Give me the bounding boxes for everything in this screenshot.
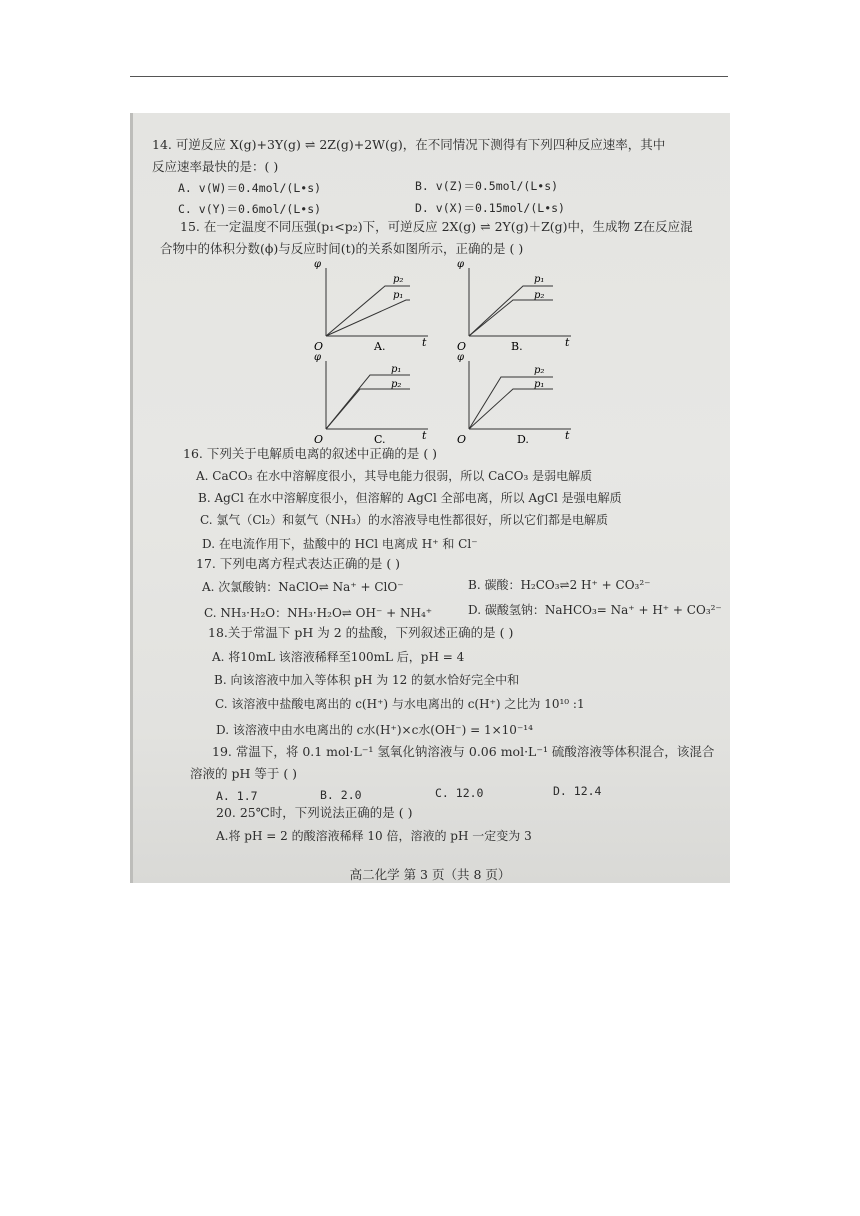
graph-c-plot: [310, 351, 440, 446]
q15-stem-line1: 15. 在一定温度不同压强(p₁<p₂)下，可逆反应 2X(g) ⇌ 2Y(g)＋Z(g)中，生成物 Z在反应混: [180, 219, 693, 234]
q19-stem-line1: 19. 常温下，将 0.1 mol·L⁻¹ 氢氧化钠溶液与 0.06 mol·L⁻¹ 硫酸溶液等体积混合，该混合: [212, 744, 715, 759]
graph-b-lower-label: p₂: [534, 290, 545, 301]
q14-option-d: D. v(X)＝0.15mol/(L•s): [415, 201, 565, 215]
q14-option-c: C. v(Y)＝0.6mol/(L•s): [178, 202, 322, 216]
graph-b-upper-label: p₁: [534, 274, 545, 285]
q14-stem-line1: 14. 可逆反应 X(g)+3Y(g) ⇌ 2Z(g)+2W(g)，在不同情况下测得有下列四种反应速率，其中: [152, 137, 666, 152]
q14-option-b: B. v(Z)＝0.5mol/(L•s): [415, 179, 559, 193]
graph-d-upper-label: p₂: [534, 365, 545, 376]
page-footer: 高二化学 第 3 页（共 8 页）: [349, 867, 511, 882]
graph-c-upper-label: p₁: [391, 364, 402, 375]
graph-d-lower-label: p₁: [534, 379, 545, 390]
graph-a: [310, 258, 440, 353]
graph-b-label: B.: [511, 340, 523, 353]
q18-option-a: A. 将10mL 该溶液稀释至100mL 后，pH = 4: [212, 650, 465, 664]
graph-d: [453, 351, 583, 446]
graph-a-plot: [310, 258, 440, 353]
q16-stem: 16. 下列关于电解质电离的叙述中正确的是 ( ): [183, 446, 438, 461]
q17-option-a: A. 次氯酸钠：NaClO⇌ Na⁺ + ClO⁻: [202, 580, 404, 594]
graph-d-y-axis: φ: [457, 352, 465, 363]
graph-b-x-axis: t: [565, 336, 570, 349]
graph-a-origin: O: [314, 340, 324, 353]
q19-option-b: B. 2.0: [320, 788, 362, 802]
graph-d-origin: O: [457, 433, 467, 446]
q17-option-d: D. 碳酸氢钠：NaHCO₃= Na⁺ + H⁺ + CO₃²⁻: [468, 603, 722, 617]
q18-option-b: B. 向该溶液中加入等体积 pH 为 12 的氨水恰好完全中和: [214, 673, 520, 687]
q17-stem: 17. 下列电离方程式表达正确的是 ( ): [196, 556, 401, 571]
graph-c-y-axis: φ: [314, 352, 322, 363]
q20-stem: 20. 25℃时，下列说法正确的是 ( ): [216, 805, 413, 820]
q16-option-b: B. AgCl 在水中溶解度很小，但溶解的 AgCl 全部电离，所以 AgCl 是强电解质: [198, 491, 622, 505]
graph-b: [453, 258, 583, 353]
graph-a-x-axis: t: [422, 336, 427, 349]
graph-d-x-axis: t: [565, 429, 570, 442]
photo-shadow-edge: [130, 113, 133, 883]
q19-option-c: C. 12.0: [435, 786, 484, 800]
q16-option-c: C. 氯气（Cl₂）和氨气（NH₃）的水溶液导电性都很好，所以它们都是电解质: [200, 513, 608, 527]
q16-option-a: A. CaCO₃ 在水中溶解度很小，其导电能力很弱，所以 CaCO₃ 是弱电解质: [196, 469, 593, 483]
graph-c-label: C.: [374, 433, 386, 446]
graph-a-label: A.: [374, 340, 386, 353]
q18-stem: 18.关于常温下 pH 为 2 的盐酸，下列叙述正确的是 ( ): [208, 625, 514, 640]
graph-c-x-axis: t: [422, 429, 427, 442]
graph-a-upper-label: p₂: [393, 274, 404, 285]
graph-b-origin: O: [457, 340, 467, 353]
q20-option-a: A.将 pH = 2 的酸溶液稀释 10 倍，溶液的 pH 一定变为 3: [216, 829, 532, 843]
graph-b-plot: [453, 258, 583, 353]
graph-a-lower-label: p₁: [393, 290, 404, 301]
q14-option-a: A. v(W)＝0.4mol/(L•s): [178, 181, 322, 195]
q18-option-d: D. 该溶液中由水电离出的 c水(H⁺)×c水(OH⁻) = 1×10⁻¹⁴: [216, 723, 533, 737]
q19-stem-line2: 溶液的 pH 等于 ( ): [190, 766, 298, 781]
graph-d-plot: [453, 351, 583, 446]
q18-option-c: C. 该溶液中盐酸电离出的 c(H⁺) 与水电离出的 c(H⁺) 之比为 10¹⁰ :1: [215, 697, 585, 711]
graph-c-lower-label: p₂: [391, 379, 402, 390]
q14-stem-line2: 反应速率最快的是：( ): [152, 159, 279, 174]
q17-option-c: C. NH₃·H₂O：NH₃·H₂O⇌ OH⁻ + NH₄⁺: [204, 606, 433, 620]
graph-b-y-axis: φ: [457, 259, 465, 270]
q15-stem-line2: 合物中的体积分数(ϕ)与反应时间(t)的关系如图所示，正确的是 ( ): [160, 241, 524, 256]
graph-c: [310, 351, 440, 446]
header-rule: [130, 76, 728, 77]
q19-option-a: A. 1.7: [216, 789, 258, 803]
q19-option-d: D. 12.4: [553, 784, 602, 798]
graph-d-label: D.: [517, 433, 529, 446]
q17-option-b: B. 碳酸：H₂CO₃⇌2 H⁺ + CO₃²⁻: [468, 578, 651, 592]
q16-option-d: D. 在电流作用下，盐酸中的 HCl 电离成 H⁺ 和 Cl⁻: [202, 537, 478, 551]
graph-c-origin: O: [314, 433, 324, 446]
graph-a-y-axis: φ: [314, 259, 322, 270]
exam-page-photo: [130, 113, 730, 883]
